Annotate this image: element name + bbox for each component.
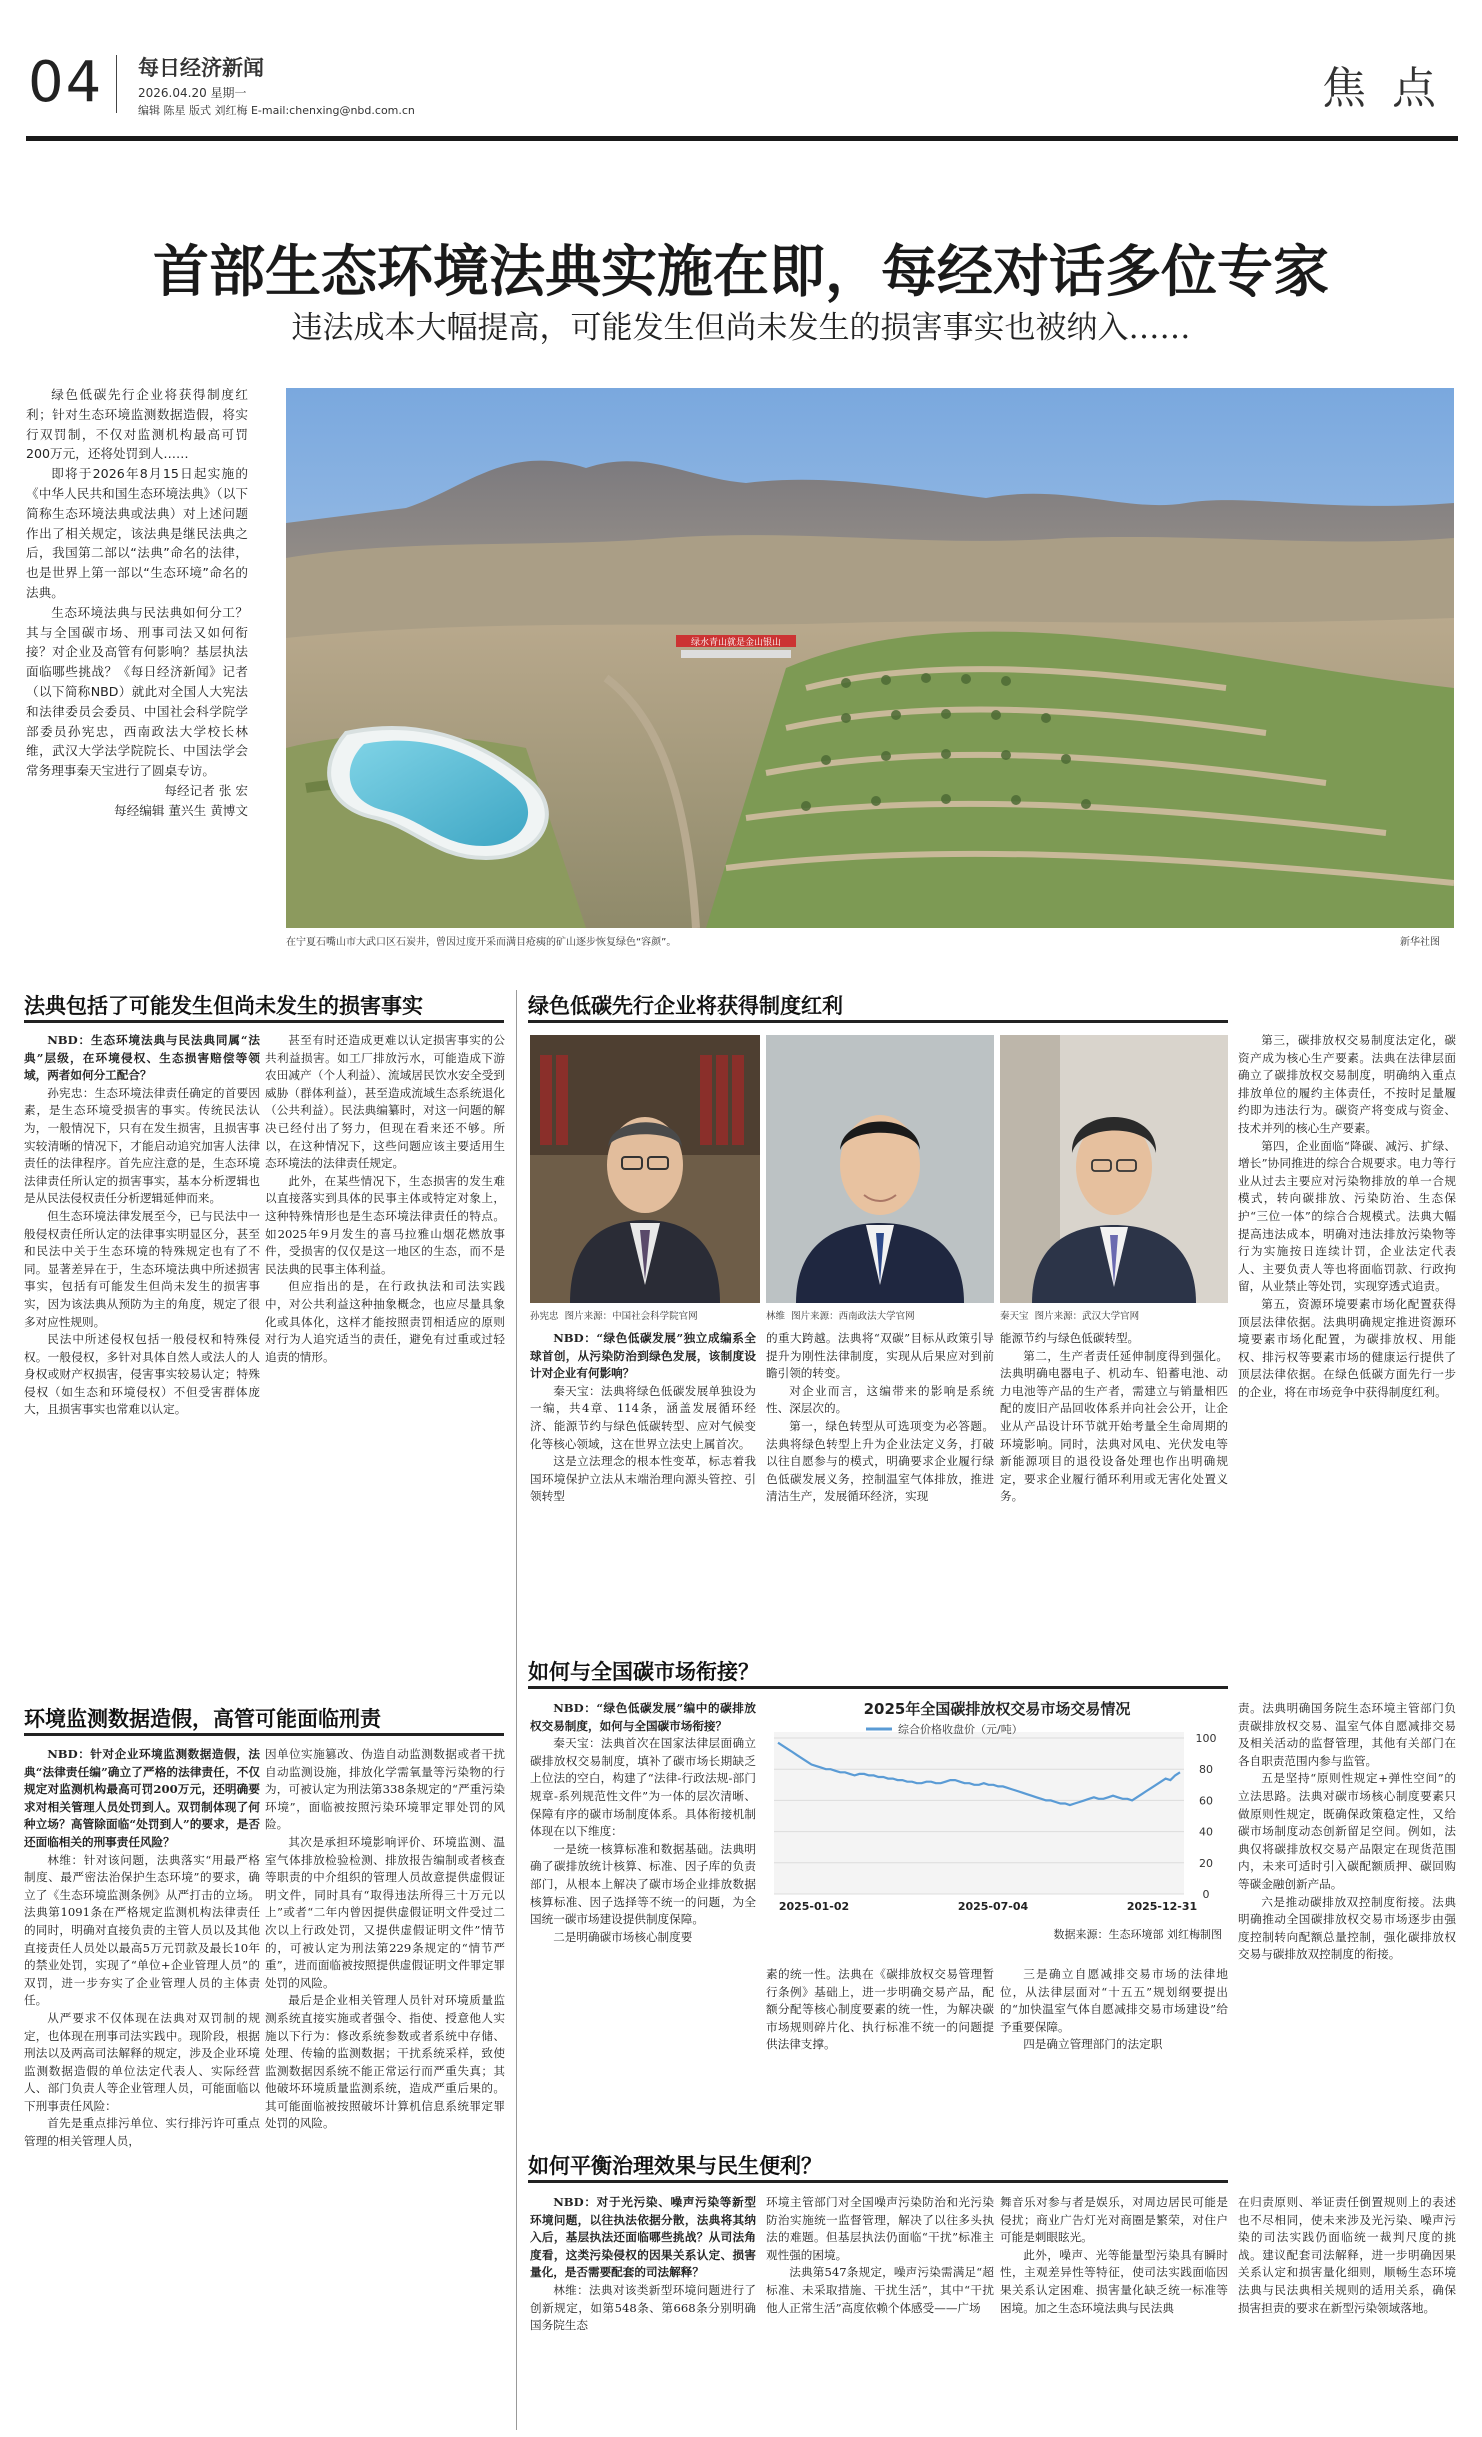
section-rule — [528, 2180, 1228, 2183]
chart-source: 数据来源：生态环境部 刘红梅制图 — [1053, 1928, 1222, 1941]
chart-legend-label: 综合价格收盘价（元/吨） — [898, 1723, 1023, 1736]
chart-y-tick-label: 0 — [1202, 1888, 1210, 1901]
chart-y-tick-label: 100 — [1195, 1732, 1217, 1745]
question-paragraph: NBD：针对企业环境监测数据造假，法典“法律责任编”确立了严格的法律责任，不仅规定对监测机构最高可罚200万元，还明确要求对相关管理人员处罚到人。双罚制体现了何种立场？高管除面临“处罚到人”的要求，是否还面临相关的刑事责任风险？ — [24, 1747, 260, 1849]
answer-paragraph: 因单位实施篡改、伪造自动监测数据或者干扰自动监测设施，排放化学需氧量等污染物的行为，可被认定为刑法第338条规定的“严重污染环境”，面临被按照污染环境罪定罪处罚的风险。 — [265, 1747, 505, 1832]
article-column — [265, 1032, 505, 1366]
answer-paragraph: 法典第547条规定，噪声污染需满足“超标准、未采取措施、干扰生活”，其中“干扰他人正常生活”高度依赖个体感受——广场 — [766, 2265, 994, 2315]
article-column — [766, 1330, 994, 1506]
answer-paragraph: 能源节约与绿色低碳转型。 — [1000, 1331, 1140, 1345]
article-column — [1000, 1966, 1228, 2054]
portrait-source: 图片来源：中国社会科学院官网 — [564, 1311, 698, 1322]
main-photo — [286, 388, 1454, 928]
answer-paragraph: 第五，资源环境要素市场化配置获得顶层法律依据。法典明确规定推进资源环境要素市场化配置，为碳排放权、用能权、排污权等要素市场的健康运行提供了顶层法律依据。在绿色低碳方面先行一步的企业，将在市场竞争中获得制度红利。 — [1238, 1296, 1456, 1399]
answer-paragraph: 第三，碳排放权交易制度法定化，碳资产成为核心生产要素。法典在法律层面确立了碳排放权交易制度，明确纳入重点排放单位的履约主体责任，不按时足量履约即为违法行为。碳资产将变成与资金、技术并列的核心生产要素。 — [1238, 1033, 1456, 1135]
byline-editor: 每经编辑 董兴生 黄博文 — [114, 802, 248, 818]
answer-paragraph: 二是明确碳市场核心制度要 — [553, 1929, 693, 1944]
portrait-source: 图片来源：武汉大学官网 — [1034, 1311, 1140, 1322]
portrait-name: 秦天宝 — [1000, 1311, 1029, 1322]
section-name: 焦 点 — [1322, 63, 1442, 114]
portrait-photo-qin — [1000, 1035, 1228, 1303]
intro-text — [26, 385, 248, 821]
portrait-name: 林维 — [766, 1311, 786, 1322]
portrait-photo-sun — [530, 1035, 760, 1303]
chart-title: 2025年全国碳排放权交易市场交易情况 — [863, 1700, 1131, 1718]
answer-paragraph: 其次是承担环境影响评价、环境监测、温室气体排放检验检测、排放报告编制或者核查等职责的中介组织的管理人员故意提供虚假证明文件，同时具有“取得违法所得三十万元以上”或者“二年内曾因提供虚假证明文件受过二次以上行政处罚，又提供虚假证明文件”情节的，可被认定为刑法第229条规定的“情节严重”，进而面临被按照提供虚假证明文件罪定罪处罚的风险。 — [265, 1834, 505, 1990]
answer-paragraph: 林维：法典对该类新型环境问题进行了创新规定，如第548条、第668条分别明确国务院生态 — [530, 2282, 756, 2333]
chart-y-tick-label: 80 — [1199, 1763, 1213, 1777]
byline-reporter: 每经记者 张 宏 — [164, 782, 248, 798]
answer-paragraph: 此外，在某些情况下，生态损害的发生难以直接落实到具体的民事主体或特定对象上，这种特殊情形也是生态环境法律责任的特点。如2025年9月发生的喜马拉雅山烟花燃放事件，受损害的仅仅是这一地区的生态，而不是民法典的民事主体利益。 — [265, 1173, 505, 1276]
section-rule — [528, 1686, 1228, 1689]
answer-paragraph: 第四，企业面临“降碳、减污、扩绿、增长”协同推进的综合合规要求。电力等行业从过去主要应对污染物排放的单一合规模式，转向碳排放、污染防治、生态保护“三位一体”的综合合规模式。法典大幅提高违法成本，明确对违法排放污染物等行为实施按日连续计罚，企业法定代表人、主要负责人等也将面临罚款、行政拘留，从业禁止等处罚，实现穿透式追责。 — [1238, 1138, 1456, 1294]
answer-paragraph: 孙宪忠：生态环境法律责任确定的首要因素，是生态环境受损害的事实。传统民法认为，一般情况下，只有在发生损害，且损害事实较清晰的情况下，才能启动追究加害人法律责任的法律程序。首先应注意的是，生态环境法律责任所认定的损害事实，基本分析逻辑也是从民法侵权责任分析逻辑延伸而来。 — [24, 1085, 260, 1206]
article-column — [766, 2194, 994, 2317]
section-title: 如何平衡治理效果与民生便利？ — [528, 2154, 822, 2178]
answer-paragraph: 四是确立管理部门的法定职 — [1023, 2037, 1163, 2052]
answer-paragraph: 秦天宝：法典将绿色低碳发展单独设为一编，共4章、114条，涵盖发展循环经济、能源节约与绿色低碳转型、应对气候变化等核心领域，这在世界立法史上属首次。 — [530, 1383, 756, 1451]
main-photo-caption: 在宁夏石嘴山市大武口区石炭井，曾因过度开采而满目疮痍的矿山逐步恢复绿色“容颜”。 — [286, 937, 677, 948]
section-title: 绿色低碳先行企业将获得制度红利 — [528, 994, 843, 1018]
article-column — [1000, 2194, 1228, 2317]
page-number: 04 — [28, 50, 104, 115]
intro-paragraph: 绿色低碳先行企业将获得制度红利；针对生态环境监测数据造假，将实行双罚制，不仅对监测机构最高可罚200万元，还将处罚到人…… — [26, 387, 248, 462]
section-rule — [24, 1733, 504, 1736]
portrait-illustration — [530, 1035, 760, 1303]
answer-paragraph: 首先是重点排污单位、实行排污许可重点管理的相关管理人员， — [24, 2116, 260, 2149]
answer-paragraph: 环境主管部门对全国噪声污染防治和光污染防治实施统一监督管理，解决了以往多头执法的难题。但基层执法仍面临“干扰”标准主观性强的困境。 — [766, 2195, 994, 2262]
answer-paragraph: 最后是企业相关管理人员针对环境质量监测系统直接实施或者强令、指使、授意他人实施以下行为：修改系统参数或者系统中存储、处理、传输的监测数据；干扰系统采样，致使监测数据因系统不能正常运行而严重失真；其他破坏环境质量监测系统，造成严重后果的。其可能面临被按照破坏计算机信息系统罪定罪处罚的风险。 — [265, 1993, 505, 2131]
editor-line: 编辑 陈星 版式 刘红梅 E-mail:chenxing@nbd.com.cn — [138, 104, 415, 117]
answer-paragraph: 责。法典明确国务院生态环境主管部门负责碳排放权交易、温室气体自愿减排交易及相关活动的监督管理，其他有关部门在各自职责范围内参与监管。 — [1238, 1701, 1456, 1768]
portrait-illustration — [1000, 1035, 1228, 1303]
mine-landscape-illustration — [286, 388, 1454, 928]
answer-paragraph: 舞音乐对参与者是娱乐，对周边居民可能是侵扰；商业广告灯光对商圈是繁荣，对住户可能是刺眼眩光。 — [1000, 2195, 1228, 2245]
intro-paragraph: 即将于2026年8月15日起实施的《中华人民共和国生态环境法典》（以下简称生态环境法典或法典）对上述问题作出了相关规定，该法典是继民法典之后，我国第二部以“法典”命名的法律，也是世界上第一部以“生态环境”命名的法典。 — [26, 466, 248, 600]
answer-paragraph: 林维：针对该问题，法典落实“用最严格制度、最严密法治保护生态环境”的要求，确立了《生态环境监测条例》从严打击的立场。法典第1091条在严格规定监测机构法律责任的同时，明确对直接负责的主管人员以及其他直接责任人员处以最高5万元罚款及最长10年的禁业处罚，实现了“单位+企业管理人员”的双罚，进一步夯实了企业管理人员的主体责任。 — [24, 1852, 260, 2008]
answer-paragraph: 第二，生产者责任延伸制度得到强化。法典明确电器电子、机动车、铅蓄电池、动力电池等产品的生产者，需建立与销量相匹配的废旧产品回收体系并向社会公开，让企业从产品设计环节就开始考量全生命周期的环境影响。同时，法典对风电、光伏发电等新能源项目的退役设备处理也作出明确规定，要求企业履行循环利用或无害化处置义务。 — [1000, 1348, 1228, 1504]
article-column — [1238, 1032, 1456, 1401]
answer-paragraph: 五是坚持“原则性规定+弹性空间”的立法思路。法典对碳市场核心制度要素只做原则性规定，既确保政策稳定性，又给碳市场制度动态创新留足空间。例如，法典仅将碳排放权交易产品限定在现货范围内，未来可适时引入碳配额质押、碳回购等碳金融创新产品。 — [1238, 1771, 1456, 1891]
date-line: 2026.04.20 星期一 — [138, 86, 247, 100]
answer-paragraph: 但生态环境法律发展至今，已与民法中一般侵权责任所认定的法律事实明显区分，甚至和民法中关于生态环境的特殊规定也有了不同。显著差异在于，生态环境法典中所述损害事实，包括有可能发生但尚未发生的损害事实，因为该法典从预防为主的角度，规定了很多对应性规则。 — [24, 1208, 260, 1329]
section-rule — [528, 1020, 1228, 1023]
chart-x-tick-label: 2025-07-04 — [957, 1900, 1029, 1913]
answer-paragraph: 素的统一性。法典在《碳排放权交易管理暂行条例》基础上，进一步明确交易产品，配额分配等核心制度要素的统一性，为解决碳市场规则碎片化、执行标准不统一的问题提供法律支撑。 — [766, 1967, 994, 2052]
question-paragraph: NBD：“绿色低碳发展”编中的碳排放权交易制度，如何与全国碳市场衔接？ — [530, 1701, 756, 1733]
question-paragraph: NBD：对于光污染、噪声污染等新型环境问题，以往执法依据分散，法典将其纳入后，基层执法还面临哪些挑战？从司法角度看，这类污染侵权的因果关系认定、损害量化，是否需要配套的司法解释？ — [530, 2195, 756, 2280]
portrait-source: 图片来源：西南政法大学官网 — [791, 1311, 915, 1322]
portrait-caption-sun — [530, 1308, 698, 1322]
article-column — [24, 1746, 260, 2151]
article-column — [24, 1032, 260, 1419]
portrait-caption-qin — [1000, 1308, 1139, 1322]
article-column — [530, 1700, 756, 1946]
main-photo-credit: 新华社图 — [1400, 937, 1440, 948]
slogan-sign-text: 绿水青山就是金山银山 — [690, 638, 782, 648]
portrait-illustration — [766, 1035, 994, 1303]
answer-paragraph: 对企业而言，这编带来的影响是系统性、深层次的。 — [766, 1383, 994, 1416]
section-title: 如何与全国碳市场衔接？ — [528, 1660, 759, 1684]
answer-paragraph: 三是确立自愿减排交易市场的法律地位，从法律层面对“十五五”规划纲要提出的“加快温室气体自愿减排交易市场建设”给予重要保障。 — [1000, 1967, 1228, 2034]
answer-paragraph: 第一，绿色转型从可选项变为必答题。法典将绿色转型上升为企业法定义务，打破以往自愿参与的模式，明确要求企业履行绿色低碳发展义务，控制温室气体排放，推进清洁生产，发展循环经济，实现 — [766, 1418, 994, 1504]
answer-paragraph: 甚至有时还造成更难以认定损害事实的公共利益损害。如工厂排放污水，可能造成下游农田减产（个人利益）、流域居民饮水安全受到威胁（群体利益），甚至造成流域生态系统退化（公共利益）。民法典编纂时，对这一问题的解决已经付出了努力，但现在看来还不够。所以，在这种情况下，这些问题应该主要适用生态环境法的法律责任规定。 — [265, 1033, 505, 1171]
section-title: 法典包括了可能发生但尚未发生的损害事实 — [24, 994, 423, 1018]
answer-paragraph: 秦天宝：法典首次在国家法律层面确立碳排放权交易制度，填补了碳市场长期缺乏上位法的空白，构建了“法律-行政法规-部门规章-系列规范性文件”为一体的层次清晰、保障有序的碳市场制度体系。具体衔接机制体现在以下维度： — [530, 1736, 756, 1839]
chart-x-tick-label: 2025-01-02 — [778, 1900, 850, 1913]
sub-headline: 违法成本大幅提高，可能发生但尚未发生的损害事实也被纳入…… — [291, 310, 1191, 346]
chart-x-tick-label: 2025-12-31 — [1126, 1900, 1198, 1913]
article-column — [530, 2194, 756, 2335]
portrait-caption-lin — [766, 1308, 915, 1322]
answer-paragraph: 六是推动碳排放双控制度衔接。法典明确推动全国碳排放权交易市场逐步由强度控制转向配额总量控制，强化碳排放权交易与碳排放双控制度的衔接。 — [1238, 1894, 1456, 1962]
answer-paragraph: 从严要求不仅体现在法典对双罚制的规定，也体现在刑事司法实践中。现阶段，根据刑法以及两高司法解释的规定，涉及企业环境监测数据造假的单位法定代表人、实际经营人、部门负责人等企业管理人员，可能面临以下刑事责任风险： — [24, 2010, 260, 2113]
portrait-name: 孙宪忠 — [530, 1311, 559, 1322]
chart-y-tick-label: 20 — [1199, 1856, 1213, 1870]
article-column — [530, 1330, 756, 1506]
article-column — [1238, 1700, 1456, 1964]
section-title: 环境监测数据造假，高管可能面临刑责 — [24, 1707, 381, 1731]
question-paragraph: NBD：“绿色低碳发展”独立成编系全球首创，从污染防治到绿色发展，该制度设计对企业有何影响？ — [530, 1331, 756, 1381]
answer-paragraph: 的重大跨越。法典将“双碳”目标从政策引导提升为刚性法律制度，实现从后果应对到前瞻引领的转变。 — [766, 1331, 994, 1381]
answer-paragraph: 但应指出的是，在行政执法和司法实践中，对公共利益这种抽象概念，也应尽量具象化或具体化，这样才能按照责罚相适应的原则对行为人追究适当的责任，避免有过重或过轻追责的情形。 — [265, 1279, 505, 1364]
chart-y-tick-label: 40 — [1199, 1825, 1213, 1839]
portrait-photo-lin — [766, 1035, 994, 1303]
section-rule — [24, 1020, 504, 1023]
carbon-price-chart — [766, 1698, 1228, 1960]
question-paragraph: NBD：生态环境法典与民法典同属“法典”层级，在环境侵权、生态损害赔偿等领域，两者如何分工配合？ — [24, 1033, 260, 1083]
article-column — [265, 1746, 505, 2133]
header-rule — [26, 136, 1458, 141]
column-divider — [516, 990, 517, 2430]
article-column — [766, 1966, 994, 2054]
paper-name: 每日经济新闻 — [138, 56, 264, 80]
answer-paragraph: 在归责原则、举证责任倒置规则上的表述也不尽相同，使未来涉及光污染、噪声污染的司法实践仍面临统一裁判尺度的挑战。建议配套司法解释，进一步明确因果关系认定和损害量化细则，顺畅生态环境法典与民法典相关规则的适用关系，确保损害担责的要求在新型污染领域落地。 — [1238, 2195, 1456, 2315]
main-headline: 首部生态环境法典实施在即，每经对话多位专家 — [153, 239, 1329, 305]
chart-y-tick-label: 60 — [1199, 1794, 1213, 1808]
article-column — [1000, 1330, 1228, 1506]
chart-plot — [766, 1698, 1228, 1960]
answer-paragraph: 一是统一核算标准和数据基础。法典明确了碳排放统计核算、标准、因子库的负责部门，从根本上解决了碳市场企业排放数据核算标准、因子选择等不统一的问题，为全国统一碳市场建设提供制度保障。 — [530, 1841, 756, 1927]
answer-paragraph: 此外，噪声、光等能量型污染具有瞬时性，主观差异性等特征，使司法实践面临因果关系认定困难、损害量化缺乏统一标准等困境。加之生态环境法典与民法典 — [1000, 2247, 1228, 2315]
chart-plot-area — [774, 1732, 1184, 1894]
answer-paragraph: 这是立法理念的根本性变革，标志着我国环境保护立法从末端治理向源头管控、引领转型 — [530, 1454, 756, 1504]
intro-paragraph: 生态环境法典与民法典如何分工？其与全国碳市场、刑事司法又如何衔接？对企业及高管有何影响？基层执法面临哪些挑战？《每日经济新闻》记者（以下简称NBD）就此对全国人大宪法和法律委员会委员、中国社会科学院学部委员孙宪忠，西南政法大学校长林维，武汉大学法学院院长、中国法学会常务理事秦天宝进行了圆桌专访。 — [26, 604, 248, 779]
header-divider — [116, 55, 117, 113]
answer-paragraph: 民法中所述侵权包括一般侵权和特殊侵权。一般侵权，多针对具体自然人或法人的人身权或财产权损害，侵害事实较易认定；特殊侵权（如生态和环境侵权）不但受害群体庞大，且损害事实也常难以认定。 — [24, 1332, 260, 1417]
article-column — [1238, 2194, 1456, 2317]
